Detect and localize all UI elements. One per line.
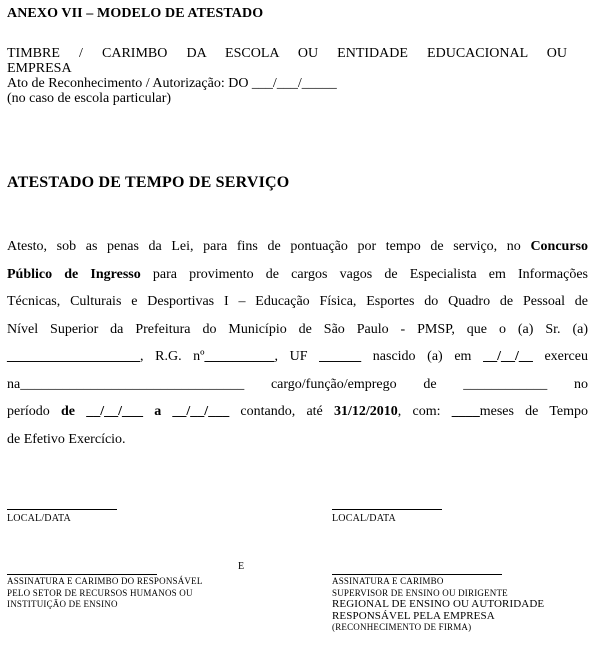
body-text-segment: Atesto, sob as penas da Lei, para fins de pontuação por tempo de serviço, no: [7, 239, 531, 254]
letterhead-line-3: Ato de Reconhecimento / Autorização: DO ___/___/_____: [7, 76, 337, 91]
body-line-5: [7, 343, 588, 371]
uf-blank: ______: [319, 349, 362, 364]
body-text-segment: no: [547, 376, 588, 392]
letterhead-line-4: (no caso de escola particular): [7, 91, 172, 106]
body-line-1: [7, 233, 588, 261]
body-text-segment: para provimento de cargos vagos de Especialista em Informações: [140, 266, 588, 282]
connector-e: E: [238, 561, 245, 572]
body-text-segment: na: [7, 376, 21, 392]
contest-name-start: Concurso: [530, 239, 588, 254]
right-date-label: LOCAL/DATA: [332, 513, 396, 524]
left-signature-line-1: ASSINATURA E CARIMBO DO RESPONSÁVEL: [7, 576, 203, 586]
body-text-segment: período: [7, 404, 61, 419]
right-signature-line: [332, 574, 502, 575]
body-text-segment: exerceu: [532, 349, 588, 364]
left-date-line: [7, 509, 117, 510]
left-date-label: LOCAL/DATA: [7, 513, 71, 524]
period-blanks: de __/__/___ a __/__/___: [60, 404, 230, 419]
right-signature-line-3: REGIONAL DE ENSINO OU AUTORIDADE: [332, 598, 545, 610]
certificate-title: ATESTADO DE TEMPO DE SERVIÇO: [7, 174, 290, 191]
letterhead-block: [7, 46, 567, 106]
body-text-segment: , UF: [274, 349, 320, 364]
right-date-line: [332, 509, 442, 510]
cutoff-date: 31/12/2010: [334, 404, 398, 419]
body-line-3: Técnicas, Culturais e Desportivas I – Educação Física, Esportes do Quadro de Pessoal de: [7, 294, 588, 309]
months-blank: ____: [451, 404, 480, 419]
body-text-segment: meses de Tempo: [479, 404, 589, 419]
body-text-segment: , R.G. nº: [140, 349, 205, 364]
right-signature-line-2: SUPERVISOR DE ENSINO OU DIRIGENTE: [332, 587, 508, 598]
body-text-segment: nascido (a) em: [361, 349, 484, 364]
left-signature-line: [7, 574, 157, 575]
rg-blank: __________: [204, 349, 275, 364]
letterhead-line-2: EMPRESA: [7, 61, 72, 76]
position-blank: ____________: [463, 376, 548, 392]
letterhead-line-1: TIMBRE / CARIMBO DA ESCOLA OU ENTIDADE EDUCACIONAL OU: [7, 46, 567, 61]
right-signature-block: [332, 576, 544, 634]
body-line-8: de Efetivo Exercício.: [7, 431, 126, 447]
body-line-6: [7, 371, 588, 399]
left-signature-line-2: PELO SETOR DE RECURSOS HUMANOS OU: [7, 587, 193, 598]
right-signature-line-5: (RECONHECIMENTO DE FIRMA): [332, 622, 472, 632]
body-line-2: [7, 261, 588, 289]
right-signature-line-4: RESPONSÁVEL PELA EMPRESA: [332, 609, 495, 622]
birthdate-blank: __/__/__: [483, 349, 533, 364]
institution-blank: ________________________________: [20, 376, 245, 392]
certificate-body: [7, 233, 588, 453]
name-blank: ___________________: [7, 349, 140, 364]
right-signature-line-1: ASSINATURA E CARIMBO: [332, 576, 444, 586]
contest-name-end: Público de Ingresso: [7, 266, 141, 282]
body-text-segment: contando, até: [229, 404, 334, 419]
annex-title: ANEXO VII – MODELO DE ATESTADO: [7, 6, 264, 21]
left-signature-block: [7, 576, 203, 611]
body-line-4: Nível Superior da Prefeitura do Município de São Paulo - PMSP, que o (a) Sr. (a): [7, 321, 588, 337]
body-text-segment: , com:: [397, 404, 452, 419]
body-line-7: [7, 398, 588, 426]
body-text-segment: cargo/função/emprego de: [244, 376, 464, 392]
left-signature-line-3: INSTITUIÇÃO DE ENSINO: [7, 599, 118, 609]
